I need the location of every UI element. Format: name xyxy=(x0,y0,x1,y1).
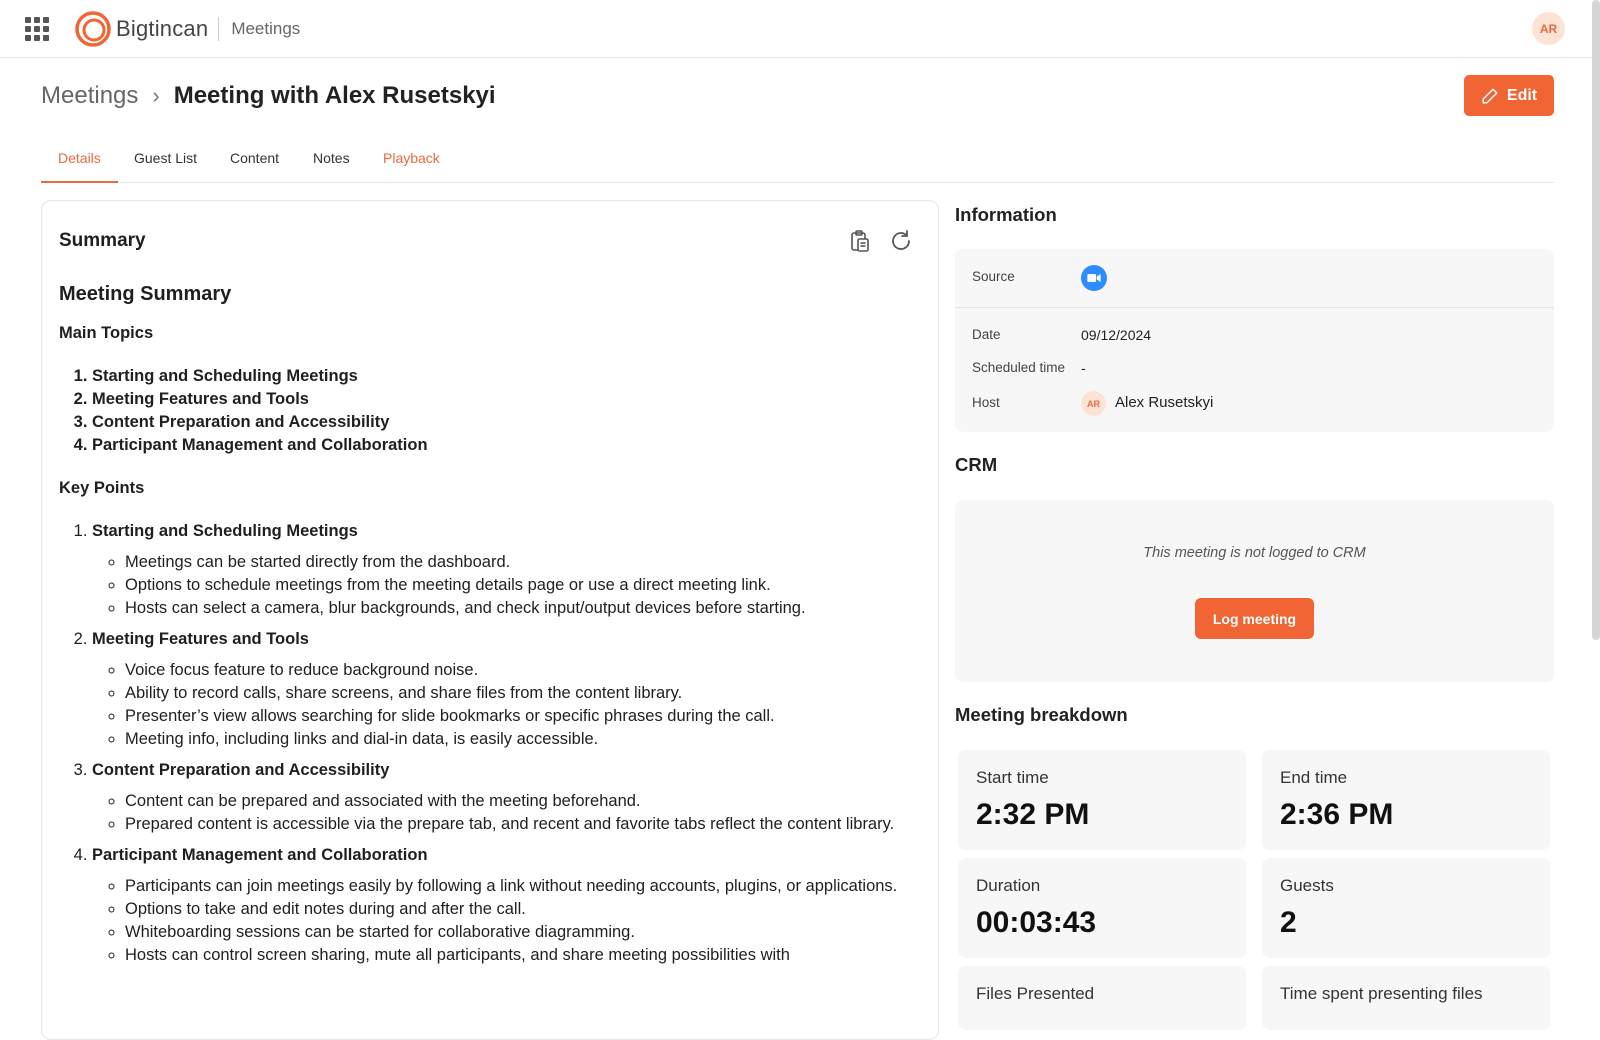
list-item: ◦ Whiteboarding sessions can be started for collaborative diagramming. xyxy=(125,921,919,944)
crm-title: CRM xyxy=(955,454,998,475)
summary-card xyxy=(41,200,939,1040)
key-point xyxy=(92,759,919,836)
stat-value: 2:36 PM xyxy=(1280,798,1394,831)
scrollbar[interactable] xyxy=(1592,0,1600,640)
edit-label: Edit xyxy=(1506,86,1538,104)
app-name: Meetings xyxy=(231,19,301,38)
meeting-summary-heading: Meeting Summary xyxy=(59,283,232,305)
list-item: ◦ Hosts can control screen sharing, mute all participants, and share meeting possibilities with xyxy=(125,944,919,967)
files-presented-card xyxy=(958,966,1246,1030)
edit-button[interactable] xyxy=(1464,75,1554,116)
list-item: 4. Participant Management and Collaboration xyxy=(92,434,919,457)
tab-details[interactable]: Details xyxy=(41,142,118,183)
list-item: ◦ Presenter’s view allows searching for slide bookmarks or specific phrases during the call. xyxy=(125,705,919,728)
stat-label: Files Presented xyxy=(976,984,1095,1003)
stat-label: Duration xyxy=(976,876,1041,895)
summary-body xyxy=(59,283,919,975)
duration-card xyxy=(958,858,1246,958)
refresh-icon[interactable] xyxy=(889,229,913,253)
end-time-card xyxy=(1262,750,1550,850)
stat-label: Time spent presenting files xyxy=(1280,984,1483,1003)
bigtincan-logo-icon xyxy=(74,10,112,48)
clipboard-icon[interactable] xyxy=(848,229,872,253)
key-point xyxy=(92,844,919,967)
key-points-list xyxy=(59,520,919,967)
app-grid-icon[interactable] xyxy=(25,17,49,41)
list-item: ◦ Ability to record calls, share screens, and share files from the content library. xyxy=(125,682,919,705)
stat-label: Start time xyxy=(976,768,1049,787)
stat-label: Guests xyxy=(1280,876,1334,895)
scheduled-time-label: Scheduled time xyxy=(972,360,1066,375)
list-item: ◦ Prepared content is accessible via the prepare tab, and recent and favorite tabs reflect the content library. xyxy=(125,813,919,836)
logo[interactable] xyxy=(74,10,300,48)
list-item: 1. Starting and Scheduling Meetings xyxy=(92,365,919,388)
list-item: 3. Content Preparation and Accessibility xyxy=(92,411,919,434)
list-item: ◦ Voice focus feature to reduce background noise. xyxy=(125,659,919,682)
stat-value: 00:03:43 xyxy=(976,906,1097,939)
information-title: Information xyxy=(955,204,1057,225)
tab-playback[interactable]: Playback xyxy=(383,150,440,166)
host-name: Alex Rusetskyi xyxy=(1115,394,1214,411)
date-label: Date xyxy=(972,327,1001,342)
tab-notes[interactable]: Notes xyxy=(313,150,350,166)
tab-content[interactable]: Content xyxy=(230,150,280,166)
list-item: ◦ Options to take and edit notes during and after the call. xyxy=(125,898,919,921)
breadcrumb-meetings-link[interactable]: Meetings xyxy=(41,82,139,109)
key-point xyxy=(92,520,919,620)
main-topics-heading: Main Topics xyxy=(59,324,154,342)
crm-status-message: This meeting is not logged to CRM xyxy=(1143,545,1366,561)
breadcrumb xyxy=(41,78,496,114)
source-row xyxy=(955,249,1554,308)
scheduled-time-value: - xyxy=(1081,360,1086,376)
stat-value: 2:32 PM xyxy=(976,798,1090,831)
page-title: Meeting with Alex Rusetskyi xyxy=(173,82,496,109)
list-item: ◦ Options to schedule meetings from the meeting details page or use a direct meeting link. xyxy=(125,574,919,597)
key-point-title: 1. Starting and Scheduling Meetings xyxy=(92,522,358,540)
stat-label: End time xyxy=(1280,768,1348,787)
information-card xyxy=(955,249,1554,432)
date-value: 09/12/2024 xyxy=(1081,327,1152,343)
zoom-video-icon xyxy=(1081,265,1107,291)
top-bar xyxy=(0,0,1600,58)
key-point-title: 3. Content Preparation and Accessibility xyxy=(92,761,390,779)
divider xyxy=(218,17,219,41)
list-item: ◦ Content can be prepared and associated with the meeting beforehand. xyxy=(125,790,919,813)
tab-bar xyxy=(41,142,1554,183)
list-item: ◦ Meetings can be started directly from the dashboard. xyxy=(125,551,919,574)
list-item: 2. Meeting Features and Tools xyxy=(92,388,919,411)
list-item: ◦ Hosts can select a camera, blur backgrounds, and check input/output devices before starting. xyxy=(125,597,919,620)
main-topics-list xyxy=(59,365,919,457)
summary-title: Summary xyxy=(59,230,146,251)
start-time-card xyxy=(958,750,1246,850)
crm-card xyxy=(955,500,1554,682)
key-point xyxy=(92,628,919,751)
list-item: ◦ Meeting info, including links and dial-in data, is easily accessible. xyxy=(125,728,919,751)
pencil-icon xyxy=(1481,87,1499,105)
log-meeting-button[interactable]: Log meeting xyxy=(1195,598,1314,639)
tab-guest-list[interactable]: Guest List xyxy=(134,150,198,166)
chevron-right-icon: › xyxy=(152,83,160,108)
source-label: Source xyxy=(972,269,1015,284)
guests-card xyxy=(1262,858,1550,958)
time-presenting-card xyxy=(1262,966,1550,1030)
user-avatar[interactable]: AR xyxy=(1532,12,1565,45)
key-point-title: 2. Meeting Features and Tools xyxy=(92,630,309,648)
brand-name: Bigtincan xyxy=(116,16,209,41)
key-point-title: 4. Participant Management and Collaboration xyxy=(92,846,428,864)
list-item: ◦ Participants can join meetings easily by following a link without needing accounts, plugins, or applications. xyxy=(125,875,919,898)
stat-value: 2 xyxy=(1280,906,1297,939)
meeting-breakdown-title: Meeting breakdown xyxy=(955,704,1128,725)
host-avatar: AR xyxy=(1081,391,1106,416)
host-label: Host xyxy=(972,395,1000,410)
key-points-heading: Key Points xyxy=(59,479,145,497)
